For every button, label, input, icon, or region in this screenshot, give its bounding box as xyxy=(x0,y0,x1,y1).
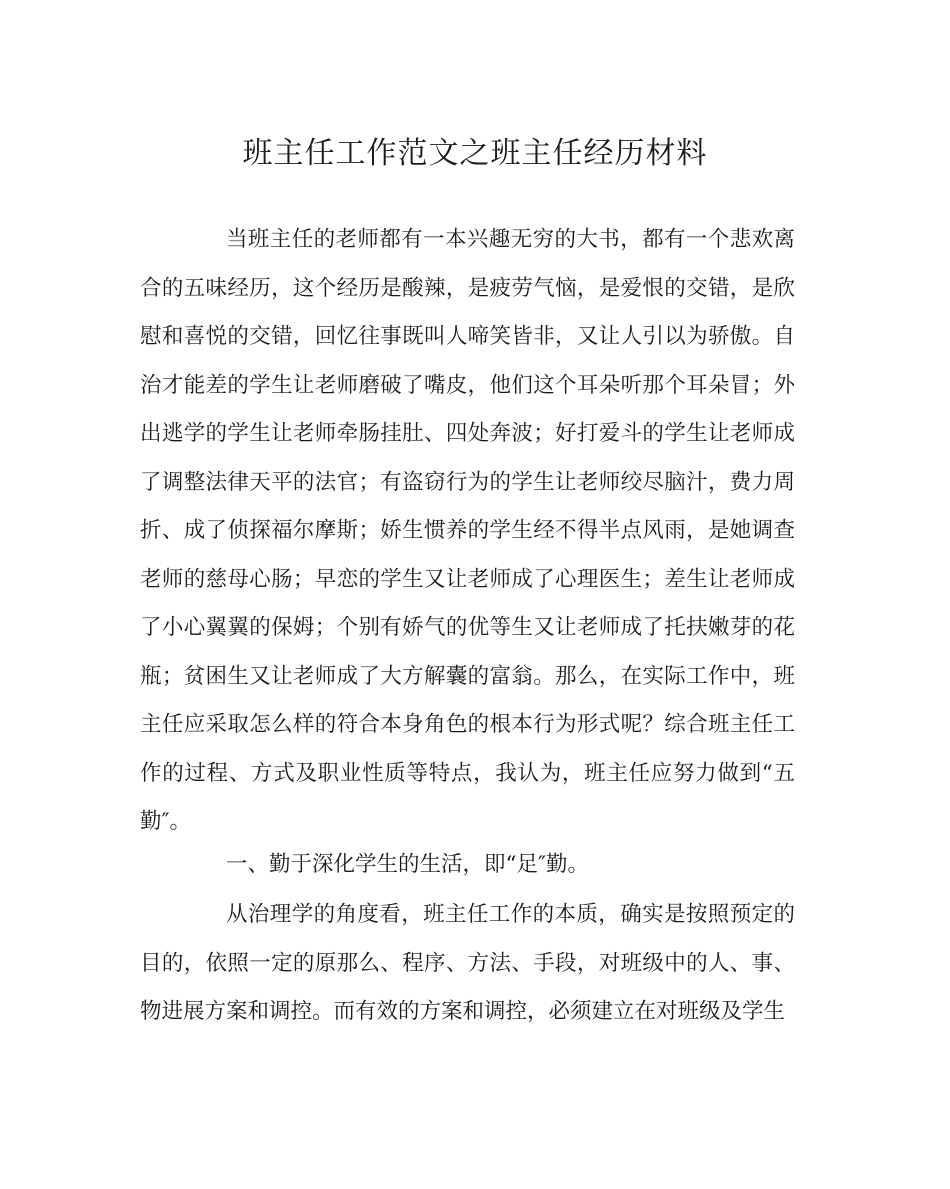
section-heading-1: 一、勤于深化学生的生活，即“足″勤。 xyxy=(226,852,590,877)
document-title: 班主任工作范文之班主任经历材料 xyxy=(242,136,708,171)
body-paragraph-section-1: 从治理学的角度看，班主任工作的本质，确实是按照预定的目的，依照一定的原那么、程序、方法、手段，对班级中的人、事、物进展方案和调控。而有效的方案和调控，必须建立在对班级及学生 xyxy=(140,902,795,1024)
body-paragraph-intro: 当班主任的老师都有一本兴趣无穷的大书，都有一个悲欢离合的五味经历，这个经历是酸辣，是疲劳气恼，是爱恨的交错，是欣慰和喜悦的交错，回忆往事既叫人啼笑皆非，又让人引以为骄傲。自治才能差的学生让老师磨破了嘴皮，他们这个耳朵听那个耳朵冒；外出逃学的学生让老师牵肠挂肚、四处奔波；好打爱斗的学生让老师成了调整法律天平的法官；有盗窃行为的学生让老师绞尽脑汁，费力周折、成了侦探福尔摩斯；娇生惯养的学生经不得半点风雨，是她调查老师的慈母心肠；早恋的学生又让老师成了心理医生；差生让老师成了小心翼翼的保姆；个别有娇气的优等生又让老师成了托扶嫩芽的花瓶；贫困生又让老师成了大方解囊的富翁。那么，在实际工作中，班主任应采取怎么样的符合本身角色的根本行为形式呢？综合班主任工作的过程、方式及职业性质等特点，我认为，班主任应努力做到“五勤″。 xyxy=(140,227,795,834)
